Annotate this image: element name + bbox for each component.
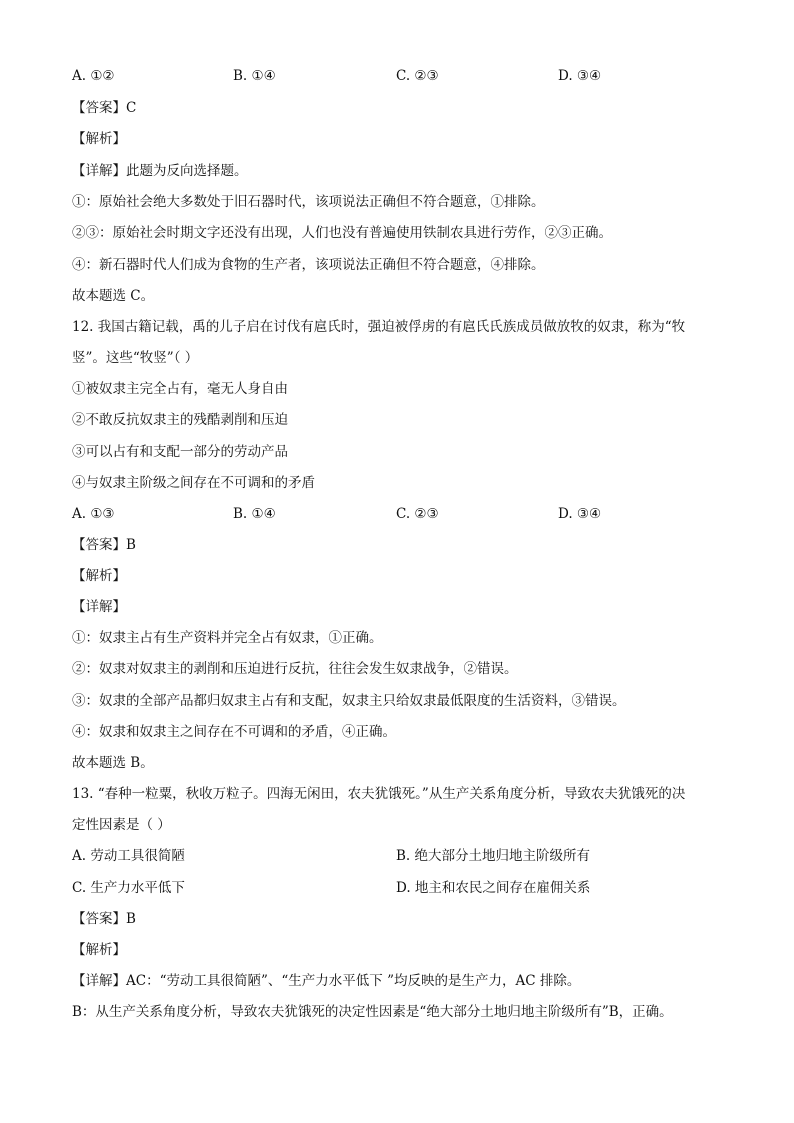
q11-answer: 【答案】C <box>72 100 137 116</box>
q11-option-c: C. ②③ <box>396 68 439 84</box>
q12-detail-line: ①：奴隶主占有生产资料并完全占有奴隶，①正确。 <box>72 630 383 646</box>
q13-option-d: D. 地主和农民之间存在雇佣关系 <box>396 880 591 896</box>
q11-option-b: B. ①④ <box>233 68 276 84</box>
q11-detail-line: 【详解】此题为反向选择题。 <box>72 163 248 179</box>
q11-analysis-heading: 【解析】 <box>72 131 126 147</box>
q11-option-d: D. ③④ <box>558 68 602 84</box>
q12-stem-line-1: 12. 我国古籍记载，禹的儿子启在讨伐有扈氏时，强迫被俘虏的有扈氏氏族成员做放牧的奴隶，称为“牧 <box>72 319 686 335</box>
q12-detail-line: ③：奴隶的全部产品都归奴隶主占有和支配，奴隶主只给奴隶最低限度的生活资料，③错误。 <box>72 693 626 709</box>
q12-option-a: A. ①③ <box>72 506 115 522</box>
q12-conclusion: 故本题选 B。 <box>72 755 154 771</box>
q11-detail-line: ①：原始社会绝大多数处于旧石器时代，该项说法正确但不符合题意，①排除。 <box>72 194 545 210</box>
q13-detail-line: 【详解】AC：“劳动工具很简陋”、“生产力水平低下 ”均反映的是生产力，AC 排除。 <box>72 973 581 989</box>
q13-option-c: C. 生产力水平低下 <box>72 880 185 896</box>
q13-option-b: B. 绝大部分土地归地主阶级所有 <box>396 848 591 864</box>
q12-statement-1: ①被奴隶主完全占有，毫无人身自由 <box>72 381 288 397</box>
q12-statement-4: ④与奴隶主阶级之间存在不可调和的矛盾 <box>72 475 315 491</box>
q13-detail-line: B：从生产关系角度分析，导致农夫犹饿死的决定性因素是“绝大部分土地归地主阶级所有”B，正确。 <box>72 1004 673 1020</box>
q12-option-b: B. ①④ <box>233 506 276 522</box>
q11-detail-line: ④：新石器时代人们成为食物的生产者，该项说法正确但不符合题意，④排除。 <box>72 257 545 273</box>
q12-answer: 【答案】B <box>72 537 136 553</box>
q12-statement-3: ③可以占有和支配一部分的劳动产品 <box>72 444 288 460</box>
q11-option-a: A. ①② <box>72 68 115 84</box>
q13-analysis-heading: 【解析】 <box>72 942 126 958</box>
q12-detail-line: ②：奴隶对奴隶主的剥削和压迫进行反抗，往往会发生奴隶战争，②错误。 <box>72 661 518 677</box>
q12-statement-2: ②不敢反抗奴隶主的残酷剥削和压迫 <box>72 412 288 428</box>
q12-detail-heading: 【详解】 <box>72 599 126 615</box>
q12-stem-line-2: 竖”。这些“牧竖”（ ） <box>72 350 199 366</box>
q12-detail-line: ④：奴隶和奴隶主之间存在不可调和的矛盾，④正确。 <box>72 724 396 740</box>
q12-option-d: D. ③④ <box>558 506 602 522</box>
q13-stem-line-1: 13. “春种一粒粟，秋收万粒子。四海无闲田，农夫犹饿死。”从生产关系角度分析，导致农夫犹饿死的决 <box>72 786 686 802</box>
q12-option-c: C. ②③ <box>396 506 439 522</box>
q11-detail-line: ②③：原始社会时期文字还没有出现，人们也没有普遍使用铁制农具进行劳作，②③正确。 <box>72 225 612 241</box>
q13-option-a: A. 劳动工具很简陋 <box>72 848 185 864</box>
q13-answer: 【答案】B <box>72 911 136 927</box>
q11-conclusion: 故本题选 C。 <box>72 288 155 304</box>
q12-analysis-heading: 【解析】 <box>72 568 126 584</box>
q13-stem-line-2: 定性因素是（ ） <box>72 817 171 833</box>
